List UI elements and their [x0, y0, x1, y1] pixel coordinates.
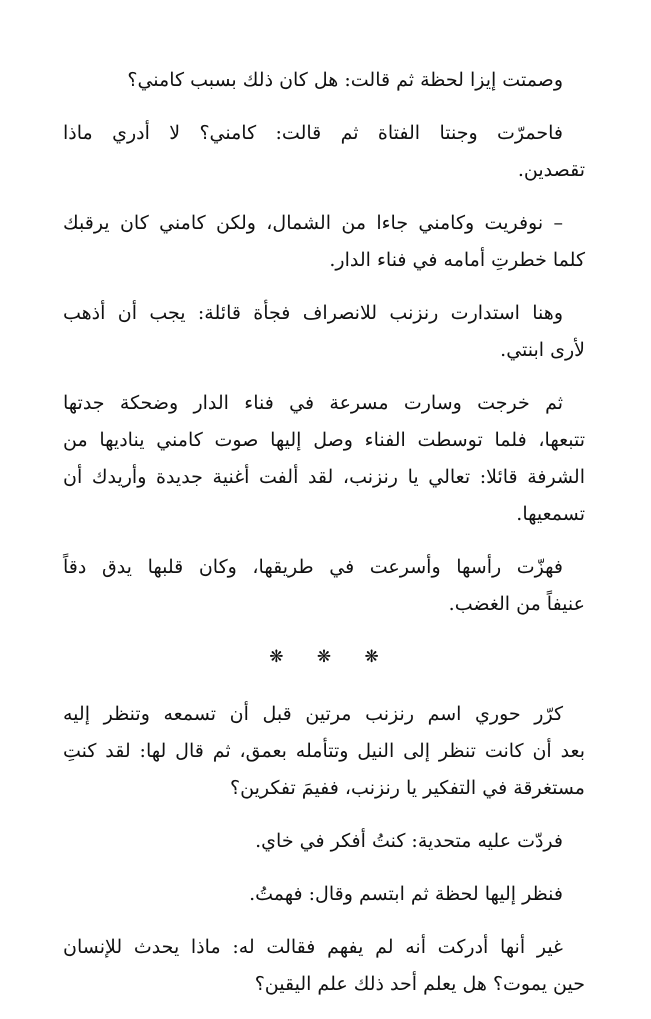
text-line: الشرفة قائلا: تعالي يا رنزنب، لقد ألفت أغنية جديدة وأريدك أن	[63, 466, 585, 488]
text-line: بعد أن كانت تنظر إلى النيل وتتأمله بعمق، ثم قال لها: لقد كنتِ	[63, 740, 585, 762]
paragraph	[63, 205, 585, 279]
text-line: وصمتت إيزا لحظة ثم قالت: هل كان ذلك بسبب كامني؟	[127, 69, 563, 91]
paragraph	[63, 385, 585, 533]
paragraph	[63, 876, 585, 913]
paragraph	[63, 823, 585, 860]
text-line: فاحمرّت وجنتا الفتاة ثم قالت: كامني؟ لا أدري ماذا	[63, 122, 563, 144]
text-line: تسمعيها.	[516, 503, 585, 525]
text-line: وهنا استدارت رنزنب للانصراف فجأة قائلة: يجب أن أذهب	[63, 302, 563, 324]
text-line: كلما خطرتِ أمامه في فناء الدار.	[329, 249, 585, 271]
paragraph	[63, 929, 585, 1003]
section-separator: ❋ ❋ ❋	[269, 647, 393, 667]
paragraph	[63, 549, 585, 623]
text-line: ثم خرجت وسارت مسرعة في فناء الدار وضحكة جدتها	[63, 392, 563, 414]
paragraph	[63, 62, 585, 99]
text-line: حين يموت؟ هل يعلم أحد ذلك علم اليقين؟	[254, 973, 585, 995]
text-line: عنيفاً من الغضب.	[448, 593, 585, 615]
text-line: – نوفريت وكامني جاءا من الشمال، ولكن كامني كان يرقبك	[63, 212, 563, 234]
paragraph	[63, 696, 585, 807]
paragraph	[63, 115, 585, 189]
text-line: تقصدين.	[517, 159, 585, 181]
text-line: مستغرقة في التفكير يا رنزنب، ففيمَ تفكرين؟	[230, 777, 585, 799]
text-line: فنظر إليها لحظة ثم ابتسم وقال: فهمتُ.	[249, 883, 563, 905]
text-line: غير أنها أدركت أنه لم يفهم فقالت له: ماذا يحدث للإنسان	[63, 936, 563, 958]
paragraph	[63, 295, 585, 369]
text-line: فردّت عليه متحدية: كنتُ أفكر في خاي.	[255, 830, 563, 852]
text-line: تتبعها، فلما توسطت الفناء وصل إليها صوت كامني يناديها من	[63, 429, 585, 451]
text-line: لأرى ابنتي.	[500, 339, 585, 361]
text-line: فهزّت رأسها وأسرعت في طريقها، وكان قلبها يدق دقاً	[63, 556, 563, 578]
book-page	[63, 62, 585, 1019]
text-line: كرّر حوري اسم رنزنب مرتين قبل أن تسمعه وتنظر إليه	[63, 703, 563, 725]
